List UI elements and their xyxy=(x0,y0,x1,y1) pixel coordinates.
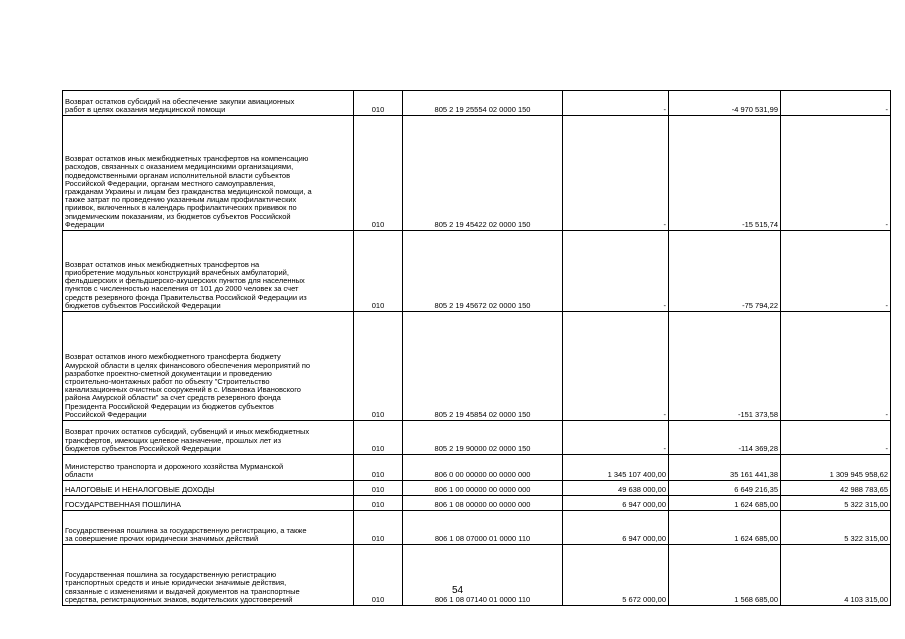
row-line-code-cell xyxy=(354,455,403,481)
row-executed-cell xyxy=(669,421,781,455)
row-executed-text: -75 794,22 xyxy=(742,300,778,310)
row-line-code-text: 010 xyxy=(371,469,385,479)
row-name-cell xyxy=(63,312,354,421)
row-line-code-cell xyxy=(354,421,403,455)
row-name-text: Министерство транспорта и дорожного хозяйства Мурманской области xyxy=(65,461,284,479)
row-budget-code-text: 806 1 00 00000 00 0000 000 xyxy=(434,484,531,494)
row-budget-code-cell xyxy=(403,312,563,421)
row-approved-cell xyxy=(563,511,669,545)
row-line-code-text: 010 xyxy=(371,219,385,229)
row-executed-text: -15 515,74 xyxy=(742,219,778,229)
row-line-code-cell xyxy=(354,231,403,312)
row-executed-text: 1 568 685,00 xyxy=(734,594,778,604)
table-body xyxy=(63,91,891,606)
row-approved-cell xyxy=(563,421,669,455)
row-approved-cell xyxy=(563,545,669,606)
row-unexecuted-text: 5 322 315,00 xyxy=(844,499,888,509)
row-budget-code-cell xyxy=(403,481,563,496)
row-name-text: Возврат остатков иного межбюджетного трансферта бюджету Амурской области в целях финансового обеспечения мероприятий по разработке проектно-сметной документации и проведению строительно-монтажных работ по объекту "Строительство канализационных очистных сооружений в с. Ивановка Ивановского района Амурской области" за счет средств резервного фонда Президента Российской Федерации из бюджетов субъектов Российской Федерации xyxy=(65,352,311,419)
row-approved-text: 6 947 000,00 xyxy=(622,533,666,543)
row-approved-cell xyxy=(563,231,669,312)
table-row xyxy=(63,481,891,496)
row-budget-code-text: 806 1 08 00000 00 0000 000 xyxy=(434,499,531,509)
row-name-cell xyxy=(63,481,354,496)
row-unexecuted-cell xyxy=(781,511,891,545)
row-name-text: ГОСУДАРСТВЕННАЯ ПОШЛИНА xyxy=(65,499,181,509)
table-row xyxy=(63,91,891,116)
row-executed-text: 1 624 685,00 xyxy=(734,499,778,509)
table-row xyxy=(63,421,891,455)
row-approved-text: - xyxy=(663,219,666,229)
row-executed-cell xyxy=(669,481,781,496)
row-unexecuted-text: 42 988 783,65 xyxy=(840,484,888,494)
row-approved-text: 49 638 000,00 xyxy=(618,484,666,494)
row-line-code-cell xyxy=(354,116,403,231)
row-executed-cell xyxy=(669,231,781,312)
row-approved-cell xyxy=(563,455,669,481)
row-budget-code-cell xyxy=(403,91,563,116)
row-unexecuted-text: - xyxy=(885,443,888,453)
row-budget-code-text: 806 1 08 07000 01 0000 110 xyxy=(434,533,531,543)
row-executed-text: -151 373,58 xyxy=(737,409,778,419)
row-executed-cell xyxy=(669,511,781,545)
row-budget-code-text: 805 2 19 90000 02 0000 150 xyxy=(434,443,531,453)
row-budget-code-cell xyxy=(403,496,563,511)
row-line-code-text: 010 xyxy=(371,499,385,509)
row-name-text: Возврат остатков иных межбюджетных трансфертов на приобретение модульных конструкций врачебных амбулаторий, фельдшерских и фельдшерско-акушерских пунктов для населенных пунктов с численностью населения от 101 до 2000 человек за счет средств резервного фонда Правительства Российской Федерации из бюджетов субъектов Российской Федерации xyxy=(65,259,307,310)
row-unexecuted-cell xyxy=(781,455,891,481)
row-executed-cell xyxy=(669,91,781,116)
row-executed-text: -114 369,28 xyxy=(738,443,778,453)
row-name-cell xyxy=(63,511,354,545)
row-name-cell xyxy=(63,545,354,606)
row-name-cell xyxy=(63,496,354,511)
row-budget-code-text: 806 0 00 00000 00 0000 000 xyxy=(434,469,531,479)
row-budget-code-text: 805 2 19 25554 02 0000 150 xyxy=(434,104,531,114)
row-executed-cell xyxy=(669,496,781,511)
row-budget-code-cell xyxy=(403,231,563,312)
row-approved-text: - xyxy=(663,104,666,114)
page-number: 54 xyxy=(452,585,464,596)
row-executed-text: 1 624 685,00 xyxy=(734,533,778,543)
table-row xyxy=(63,116,891,231)
row-name-cell xyxy=(63,455,354,481)
row-approved-text: 1 345 107 400,00 xyxy=(607,469,666,479)
row-approved-text: - xyxy=(663,443,666,453)
row-unexecuted-text: 5 322 315,00 xyxy=(844,533,888,543)
row-line-code-cell xyxy=(354,511,403,545)
row-name-cell xyxy=(63,421,354,455)
row-budget-code-cell xyxy=(403,511,563,545)
row-name-text: НАЛОГОВЫЕ И НЕНАЛОГОВЫЕ ДОХОДЫ xyxy=(65,484,215,494)
row-approved-text: - xyxy=(663,300,666,310)
row-line-code-cell xyxy=(354,496,403,511)
row-name-text: Возврат остатков субсидий на обеспечение закупки авиационных работ в целях оказания медицинской помощи xyxy=(65,96,295,114)
row-name-text: Возврат остатков иных межбюджетных трансфертов на компенсацию расходов, связанных с оказанием медицинскими организациями, подведомственными органам исполнительной власти субъектов Российской Федерации, органам местного самоуправления, гражданам Украины и лицам без гражданства медицинской помощи, а также затрат по проведению указанным лицам профилактических приивок, включенных в календарь профилактических прививок по эпидемическим показаниям, из бюджетов субъектов Российской Федерации xyxy=(65,154,312,229)
table-row xyxy=(63,455,891,481)
row-executed-cell xyxy=(669,455,781,481)
row-approved-text: 6 947 000,00 xyxy=(622,499,666,509)
row-unexecuted-cell xyxy=(781,116,891,231)
row-approved-cell xyxy=(563,91,669,116)
row-budget-code-text: 805 2 19 45854 02 0000 150 xyxy=(434,409,531,419)
row-line-code-text: 010 xyxy=(371,300,385,310)
row-budget-code-text: 805 2 19 45422 02 0000 150 xyxy=(434,219,531,229)
row-unexecuted-cell xyxy=(781,231,891,312)
row-name-cell xyxy=(63,231,354,312)
row-budget-code-cell xyxy=(403,545,563,606)
row-name-text: Возврат прочих остатков субсидий, субвенций и иных межбюджетных трансфертов, имеющих целевое назначение, прошлых лет из бюджетов субъектов Российской Федерации xyxy=(65,427,310,453)
row-name-cell xyxy=(63,116,354,231)
row-unexecuted-cell xyxy=(781,91,891,116)
row-line-code-cell xyxy=(354,91,403,116)
row-unexecuted-text: - xyxy=(885,104,888,114)
row-budget-code-cell xyxy=(403,421,563,455)
row-executed-text: 35 161 441,38 xyxy=(730,469,778,479)
row-name-text: Государственная пошлина за государственную регистрацию транспортных средств и иные юридически значимые действия, связанные с изменениями и выдачей документов на транспортные средства, регистрационных знаков, водительских удостоверений xyxy=(65,570,300,604)
row-approved-cell xyxy=(563,312,669,421)
row-line-code-cell xyxy=(354,312,403,421)
row-budget-code-text: 806 1 08 07140 01 0000 110 xyxy=(434,594,531,604)
row-unexecuted-cell xyxy=(781,312,891,421)
row-approved-text: - xyxy=(663,409,666,419)
row-line-code-text: 010 xyxy=(371,533,385,543)
table-row xyxy=(63,312,891,421)
row-approved-text: 5 672 000,00 xyxy=(622,594,666,604)
row-line-code-text: 010 xyxy=(371,594,385,604)
row-line-code-cell xyxy=(354,545,403,606)
row-approved-cell xyxy=(563,481,669,496)
row-unexecuted-text: 1 309 945 958,62 xyxy=(829,469,888,479)
row-budget-code-cell xyxy=(403,116,563,231)
row-unexecuted-cell xyxy=(781,545,891,606)
row-approved-cell xyxy=(563,496,669,511)
row-executed-cell xyxy=(669,312,781,421)
row-line-code-text: 010 xyxy=(371,484,385,494)
row-line-code-text: 010 xyxy=(371,104,385,114)
table-row xyxy=(63,545,891,606)
table-row xyxy=(63,511,891,545)
row-budget-code-cell xyxy=(403,455,563,481)
row-name-text: Государственная пошлина за государственную регистрацию, а также за совершение прочих юридически значимых действий xyxy=(65,525,307,543)
row-unexecuted-text: - xyxy=(885,409,888,419)
row-unexecuted-text: 4 103 315,00 xyxy=(844,594,888,604)
row-line-code-cell xyxy=(354,481,403,496)
row-executed-cell xyxy=(669,116,781,231)
row-approved-cell xyxy=(563,116,669,231)
row-unexecuted-cell xyxy=(781,481,891,496)
row-name-cell xyxy=(63,91,354,116)
row-executed-text: -4 970 531,99 xyxy=(731,104,778,114)
row-line-code-text: 010 xyxy=(371,443,385,453)
row-unexecuted-text: - xyxy=(885,300,888,310)
row-executed-cell xyxy=(669,545,781,606)
table-row xyxy=(63,231,891,312)
row-budget-code-text: 805 2 19 45672 02 0000 150 xyxy=(434,300,531,310)
budget-report-table-container xyxy=(62,90,888,606)
row-unexecuted-cell xyxy=(781,496,891,511)
row-unexecuted-cell xyxy=(781,421,891,455)
table-row xyxy=(63,496,891,511)
budget-report-table xyxy=(62,90,891,606)
row-executed-text: 6 649 216,35 xyxy=(734,484,778,494)
row-line-code-text: 010 xyxy=(371,409,385,419)
row-unexecuted-text: - xyxy=(885,219,888,229)
